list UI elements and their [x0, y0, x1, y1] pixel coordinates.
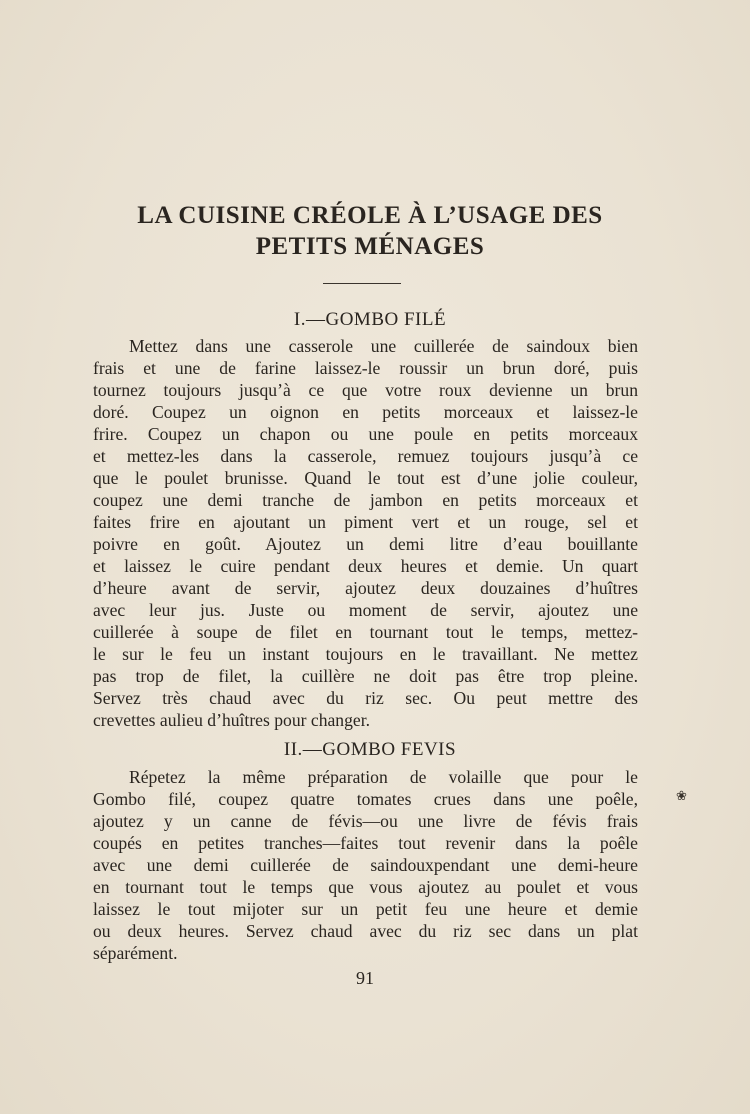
section-heading-gombo-file: I.—GOMBO FILÉ [293, 309, 447, 330]
text-line: avec leur jus. Juste ou moment de servir, ajoutez une [93, 600, 638, 620]
text-line: coupés en petites tranches—faites tout revenir dans la poêle [93, 833, 638, 853]
text-line: crevettes aulieu d’huîtres pour changer. [93, 710, 370, 730]
text-line: tournez toujours jusqu’à ce que votre roux devienne un brun [93, 380, 638, 400]
section-heading-gombo-fevis: II.—GOMBO FEVIS [283, 739, 457, 760]
text-line: Mettez dans une casserole une cuillerée de saindoux bien [129, 336, 638, 356]
recipe-gombo-fevis [93, 766, 638, 964]
text-line: poivre en goût. Ajoutez un demi litre d’eau bouillante [93, 534, 638, 554]
page-number: 91 [356, 968, 374, 988]
text-line: séparément. [93, 943, 178, 963]
text-line: doré. Coupez un oignon en petits morceaux et laissez-le [93, 402, 638, 422]
text-line: que le poulet brunisse. Quand le tout est d’une jolie couleur, [93, 468, 638, 488]
text-line: Gombo filé, coupez quatre tomates crues dans une poêle, [93, 789, 638, 809]
text-line: avec une demi cuillerée de saindouxpendant une demi-heure [93, 855, 638, 875]
title-line-2: PETITS MÉNAGES [255, 233, 485, 260]
text-line: en tournant tout le temps que vous ajoutez au poulet et vous [93, 877, 638, 897]
text-line: Servez très chaud avec du riz sec. Ou peut mettre des [93, 688, 638, 708]
text-line: frais et une de farine laissez-le roussir un brun doré, puis [93, 358, 638, 378]
text-line: laissez le tout mijoter sur un petit feu une heure et demie [93, 899, 638, 919]
text-line: pas trop de filet, la cuillère ne doit pas être trop pleine. [93, 666, 638, 686]
ornament-icon: ❀ [676, 788, 687, 803]
title-line-1: LA CUISINE CRÉOLE À L’USAGE DES [137, 202, 603, 229]
text-line: ajoutez y un canne de févis—ou une livre de févis frais [93, 811, 638, 831]
text-line: coupez une demi tranche de jambon en petits morceaux et [93, 490, 638, 510]
page-title [60, 200, 680, 262]
text-line: ou deux heures. Servez chaud avec du riz sec dans un plat [93, 921, 638, 941]
text-line: Répetez la même préparation de volaille que pour le [129, 767, 638, 787]
text-line: faites frire en ajoutant un piment vert et un rouge, sel et [93, 512, 638, 532]
title-divider [323, 283, 401, 284]
text-line: le sur le feu un instant toujours en le travaillant. Ne mettez [93, 644, 638, 664]
text-line: d’heure avant de servir, ajoutez deux douzaines d’huîtres [93, 578, 638, 598]
recipe-gombo-file [93, 335, 638, 731]
text-line: et laissez le cuire pendant deux heures et demie. Un quart [93, 556, 638, 576]
text-line: et mettez-les dans la casserole, remuez toujours jusqu’à ce [93, 446, 638, 466]
text-line: frire. Coupez un chapon ou une poule en petits morceaux [93, 424, 638, 444]
text-line: cuillerée à soupe de filet en tournant tout le temps, mettez- [93, 622, 638, 642]
